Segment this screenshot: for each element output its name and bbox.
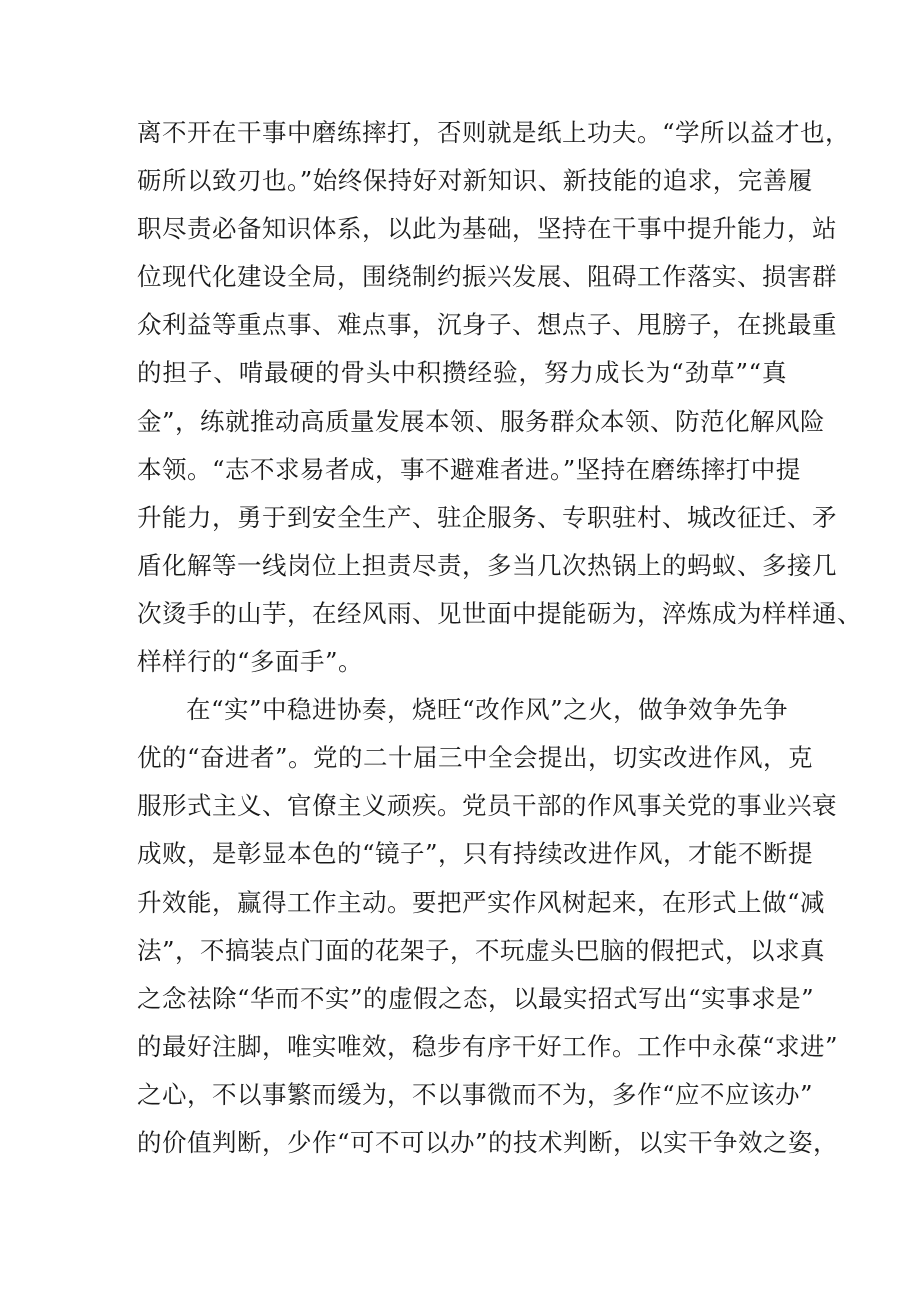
text-line: 的最好注脚，唯实唯效，稳步有序干好工作。工作中永葆“求进”	[137, 1031, 839, 1061]
text-line: 之念祛除“华而不实”的虚假之态，以最实招式写出“实事求是”	[137, 983, 815, 1013]
text-line: 盾化解等一线岗位上担责尽责，多当几次热锅上的蚂蚁、多接几	[137, 550, 837, 580]
text-line: 成败，是彰显本色的“镜子”，只有持续改进作风，才能不断提	[137, 839, 814, 869]
document-body	[137, 109, 862, 1167]
text-line: 服形式主义、官僚主义顽疾。党员干部的作风事关党的事业兴衰	[137, 791, 837, 821]
text-line: 金”，练就推动高质量发展本领、服务群众本领、防范化解风险	[137, 406, 826, 436]
text-line: 法”，不搞装点门面的花架子，不玩虚头巴脑的假把式，以求真	[137, 935, 826, 965]
text-line: 之心，不以事繁而缓为，不以事微而不为，多作“应不应该办”	[137, 1079, 814, 1109]
text-line: 的担子、啃最硬的骨头中积攒经验，努力成长为“劲草”“真	[137, 358, 787, 388]
text-line: 次烫手的山芋，在经风雨、见世面中提能砺为，淬炼成为样样通、	[137, 598, 862, 628]
text-line: 砺所以致刃也。”始终保持好对新知识、新技能的追求，完善履	[137, 166, 813, 196]
text-line: 优的“奋进者”。党的二十届三中全会提出，切实改进作风，克	[137, 743, 814, 773]
text-line: 在“实”中稳进协奏，烧旺“改作风”之火，做争效争先争	[186, 695, 789, 725]
paragraph-2	[137, 686, 839, 1167]
text-line: 的价值判断，少作“可不可以办”的技术判断，以实干争效之姿，	[137, 1127, 839, 1157]
text-line: 位现代化建设全局，围绕制约振兴发展、阻碍工作落实、损害群	[137, 262, 837, 292]
paragraph-1	[137, 109, 862, 686]
text-line: 样样行的“多面手”。	[137, 647, 364, 677]
text-line: 众利益等重点事、难点事，沉身子、想点子、甩膀子，在挑最重	[137, 310, 837, 340]
text-line: 离不开在干事中磨练摔打，否则就是纸上功夫。“学所以益才也，	[137, 118, 851, 147]
text-line: 本领。“志不求易者成，事不避难者进。”坚持在磨练摔打中提	[137, 454, 801, 484]
text-line: 升效能，赢得工作主动。要把严实作风树起来，在形式上做“减	[137, 887, 826, 917]
text-line: 职尽责必备知识体系，以此为基础，坚持在干事中提升能力，站	[137, 214, 837, 244]
text-line: 升能力，勇于到安全生产、驻企服务、专职驻村、城改征迁、矛	[137, 502, 837, 532]
